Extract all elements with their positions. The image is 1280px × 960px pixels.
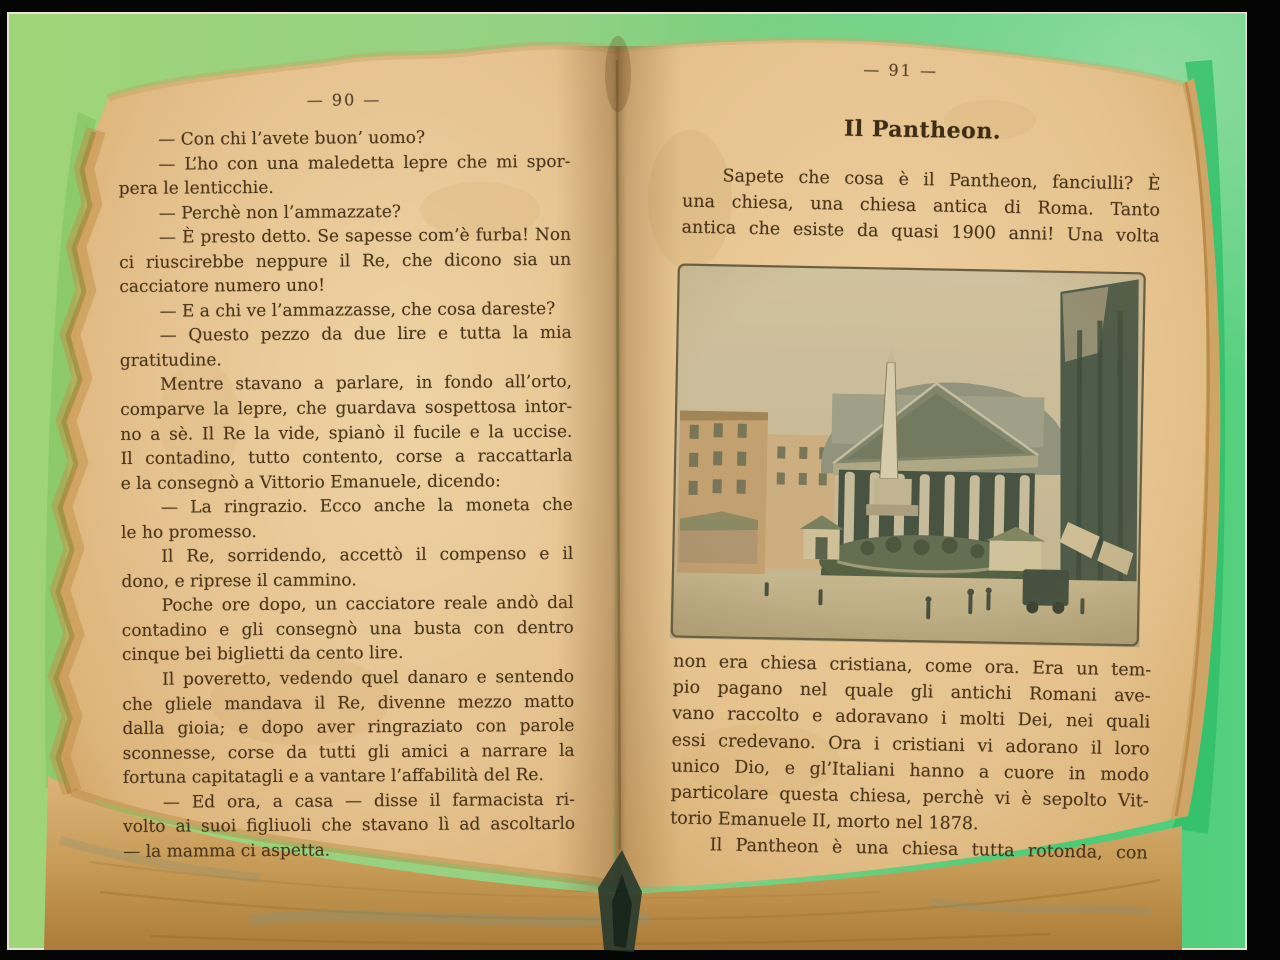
text-line: ci riuscirebbe neppure il Re, che dicono sia un — [119, 249, 572, 273]
text-line: Poche ore dopo, un cacciatore reale andò dal — [161, 593, 574, 617]
text-line: essi credevano. Ora i cristiani vi adorano il loro — [671, 730, 1150, 760]
text-line: no a sè. Il Re la vide, spianò il fucile e la uccise. — [120, 421, 573, 445]
page-number-right: — 91 — — [863, 60, 939, 81]
chapter-title: Il Pantheon. — [843, 115, 1002, 145]
text-line: — È presto detto. Se sapesse com’è furba! Non — [158, 225, 572, 248]
text-line: volto ai suoi figliuoli che stavano lì ad ascoltarlo — [123, 814, 576, 838]
text-line: unico Dio, e gl’Italiani hanno a cuore in modo — [671, 756, 1150, 786]
text-line: cacciatore numero uno! — [119, 275, 326, 298]
text-line: antica che esiste da quasi 1900 anni! Una volta — [681, 217, 1160, 248]
text-line: particolare questa chiesa, perchè vi è sepolto Vit- — [670, 782, 1149, 812]
text-line: Il poveretto, vedendo quel danaro e sentendo — [162, 666, 575, 690]
text-line: torio Emanuele II, morto nel 1878. — [670, 808, 979, 835]
text-line: gratitudine. — [119, 350, 222, 371]
text-line: — Questo pezzo da due lire e tutta la mia — [159, 323, 572, 347]
text-line: — La ringrazio. Ecco anche la moneta che — [160, 495, 573, 518]
text-line: cinque bei biglietti da cento lire. — [121, 643, 404, 666]
text-line: comparve la lepre, che guardava sospettosa intor- — [120, 396, 573, 421]
text-line: Il contadino, tutto contento, corse a raccattarla — [120, 445, 573, 470]
text-line: Mentre stavano a parlare, in fondo all’orto, — [159, 372, 573, 396]
page-number-left: — 90 — — [306, 90, 382, 110]
text-line: — la mamma ci aspetta. — [123, 840, 331, 862]
text-line: — E a chi ve l’ammazzasse, che cosa dareste? — [159, 298, 556, 322]
text-line: Il Pantheon è una chiesa tutta rotonda, con — [709, 835, 1148, 865]
text-line: non era chiesa cristiana, come ora. Era un tem- — [673, 651, 1152, 681]
text-line: che gliele mandava il Re, divenne mezzo matto — [122, 691, 575, 715]
text-line: pio pagano nel quale gli antichi Romani ave- — [672, 677, 1151, 707]
text-line: dalla gioia; e dopo aver ringraziato con parole — [122, 715, 575, 740]
text-line: le ho promesso. — [121, 521, 257, 543]
text-line: — Perchè non l’ammazzate? — [158, 201, 402, 224]
text-line: sconnesse, corse da tutti gli amici a narrare la — [122, 740, 575, 764]
text-line: Il Re, sorridendo, accettò il compenso e il — [161, 544, 574, 568]
text-line: pera le lenticchie. — [118, 178, 274, 200]
text-line: — Con chi l’avete buon’ uomo? — [158, 127, 426, 150]
left-page — [118, 89, 576, 892]
text-line: contadino e gli consegnò una busta con dentro — [121, 617, 574, 641]
left-page-text-block — [118, 125, 575, 865]
right-page-text-below-photo — [669, 648, 1151, 867]
right-page-text-above-photo — [681, 163, 1160, 251]
text-line: vano raccolto e adoravano i molti Dei, nei quali — [672, 703, 1151, 734]
pantheon-photo — [670, 262, 1147, 647]
text-line: una chiesa, una chiesa antica di Roma. Tanto — [681, 191, 1161, 221]
text-line: — Ed ora, a casa — disse il farmacista ri- — [162, 789, 576, 813]
text-line: Sapete che cosa è il Pantheon, fanciulli? È — [722, 166, 1161, 195]
text-line: e la consegnò a Vittorio Emanuele, dicendo: — [120, 470, 501, 494]
right-page — [638, 50, 1174, 920]
text-line: fortuna capitatagli e a vantare l’affabilità del Re. — [122, 765, 544, 789]
text-line: — L’ho con una maledetta lepre che mi spor- — [158, 151, 571, 175]
text-line: dono, e riprese il cammino. — [121, 570, 357, 592]
